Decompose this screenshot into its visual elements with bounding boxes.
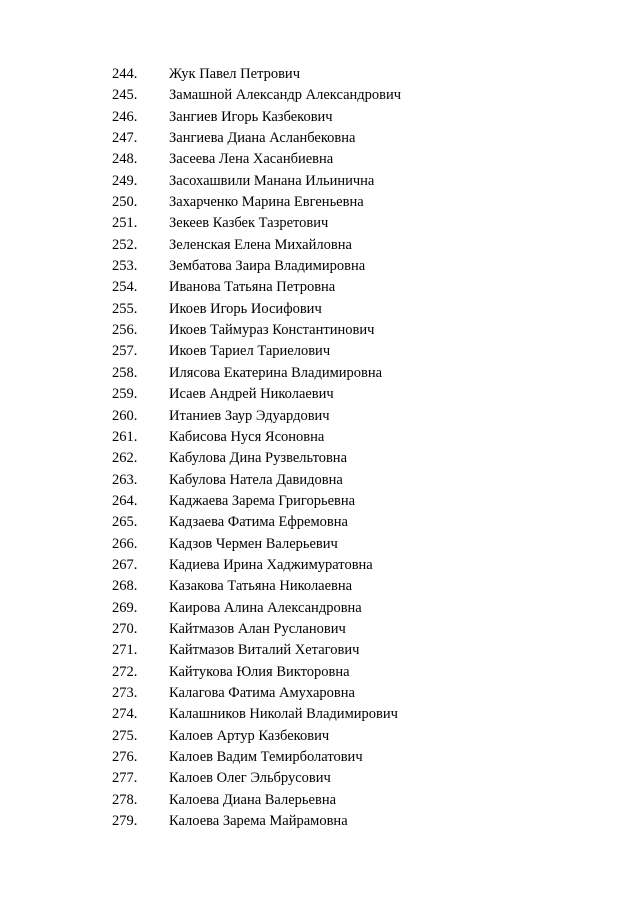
item-number: 266.	[112, 535, 138, 552]
item-name: Казакова Татьяна Николаевна	[169, 578, 353, 595]
item-name: Засеева Лена Хасанбиевна	[169, 151, 334, 168]
list-item	[112, 448, 401, 469]
item-number: 246.	[112, 108, 138, 125]
list-item	[112, 747, 401, 768]
item-name: Калагова Фатима Амухаровна	[169, 684, 355, 701]
list-item	[112, 555, 401, 576]
item-name: Кадзаева Фатима Ефремовна	[169, 514, 348, 531]
list-item	[112, 192, 401, 213]
item-name: Икоев Таймураз Константинович	[169, 322, 375, 339]
item-number: 270.	[112, 620, 138, 637]
item-number: 245.	[112, 87, 138, 104]
item-number: 274.	[112, 706, 138, 723]
item-number: 269.	[112, 599, 138, 616]
item-name: Калоева Зарема Майрамовна	[169, 813, 348, 830]
item-number: 279.	[112, 813, 138, 830]
item-number: 259.	[112, 386, 138, 403]
list-item	[112, 491, 401, 512]
item-number: 255.	[112, 300, 138, 317]
item-name: Зекеев Казбек Тазретович	[169, 215, 329, 232]
list-item	[112, 341, 401, 362]
item-name: Зеленская Елена Михайловна	[169, 236, 352, 253]
item-number: 261.	[112, 428, 138, 445]
item-name: Илясова Екатерина Владимировна	[169, 364, 383, 381]
list-item	[112, 811, 401, 832]
list-item	[112, 576, 401, 597]
list-item	[112, 406, 401, 427]
list-item	[112, 704, 401, 725]
item-name: Кайтукова Юлия Викторовна	[169, 663, 350, 680]
item-number: 253.	[112, 258, 138, 275]
list-item	[112, 619, 401, 640]
item-name: Кайтмазов Виталий Хетагович	[169, 642, 360, 659]
item-number: 277.	[112, 770, 138, 787]
item-name: Калоева Диана Валерьевна	[169, 791, 337, 808]
item-number: 276.	[112, 749, 138, 765]
item-name: Калашников Николай Владимирович	[169, 706, 398, 723]
item-name: Итаниев Заур Эдуардович	[169, 407, 330, 424]
list-item	[112, 149, 401, 170]
item-name: Кайтмазов Алан Русланович	[169, 620, 346, 637]
item-name: Исаев Андрей Николаевич	[169, 386, 334, 403]
item-number: 247.	[112, 130, 138, 147]
item-number: 260.	[112, 407, 138, 424]
list-item	[112, 662, 401, 683]
list-item	[112, 470, 401, 491]
list-item	[112, 171, 401, 192]
item-name: Каджаева Зарема Григорьевна	[169, 492, 356, 509]
item-name: Икоев Тариел Тариелович	[169, 343, 331, 360]
item-number: 275.	[112, 727, 138, 744]
item-number: 256.	[112, 322, 138, 339]
item-name: Калоев Вадим Темирболатович	[169, 749, 363, 765]
item-name: Зембатова Заира Владимировна	[169, 258, 366, 275]
list-item	[112, 85, 401, 106]
item-name: Кабулова Натела Давидовна	[169, 471, 343, 488]
list-item	[112, 299, 401, 320]
list-item	[112, 790, 401, 811]
item-number: 254.	[112, 279, 138, 296]
item-number: 268.	[112, 578, 138, 595]
item-name: Иванова Татьяна Петровна	[169, 279, 336, 296]
list-item	[112, 534, 401, 555]
list-item	[112, 427, 401, 448]
item-number: 250.	[112, 194, 138, 211]
list-item	[112, 384, 401, 405]
item-number: 244.	[112, 66, 138, 82]
item-name: Каирова Алина Александровна	[169, 599, 362, 616]
list-item	[112, 107, 401, 128]
item-number: 263.	[112, 471, 138, 488]
item-number: 249.	[112, 172, 138, 189]
item-number: 258.	[112, 364, 138, 381]
item-number: 271.	[112, 642, 138, 659]
item-name: Кадзов Чермен Валерьевич	[169, 535, 338, 552]
item-name: Кабулова Дина Рузвельтовна	[169, 450, 348, 467]
item-number: 272.	[112, 663, 138, 680]
list-item	[112, 128, 401, 149]
item-name: Кабисова Нуся Ясоновна	[169, 428, 325, 445]
list-item	[112, 256, 401, 277]
item-name: Захарченко Марина Евгеньевна	[169, 194, 364, 211]
list-item	[112, 213, 401, 234]
item-name: Зангиев Игорь Казбекович	[169, 108, 333, 125]
item-name: Икоев Игорь Иосифович	[169, 300, 322, 317]
list-item	[112, 598, 401, 619]
item-number: 262.	[112, 450, 138, 467]
list-item	[112, 512, 401, 533]
list-item	[112, 320, 401, 341]
item-name: Зангиева Диана Асланбековна	[169, 130, 356, 147]
item-number: 251.	[112, 215, 138, 232]
list-item	[112, 768, 401, 789]
item-name: Засохашвили Манана Ильинична	[169, 172, 375, 189]
item-number: 248.	[112, 151, 138, 168]
list-item	[112, 235, 401, 256]
list-item	[112, 640, 401, 661]
list-item	[112, 64, 401, 85]
item-name: Кадиева Ирина Хаджимуратовна	[169, 556, 373, 573]
list-item	[112, 683, 401, 704]
list-item	[112, 363, 401, 384]
list-item	[112, 726, 401, 747]
item-name: Калоев Олег Эльбрусович	[169, 770, 331, 787]
item-number: 273.	[112, 684, 138, 701]
item-number: 265.	[112, 514, 138, 531]
list-item	[112, 277, 401, 298]
item-name: Калоев Артур Казбекович	[169, 727, 330, 744]
item-name: Жук Павел Петрович	[169, 66, 300, 82]
item-number: 278.	[112, 791, 138, 808]
item-number: 264.	[112, 492, 138, 509]
item-number: 252.	[112, 236, 138, 253]
item-name: Замашной Александр Александрович	[169, 87, 402, 104]
item-number: 267.	[112, 556, 138, 573]
item-number: 257.	[112, 343, 138, 360]
name-list	[112, 64, 401, 832]
